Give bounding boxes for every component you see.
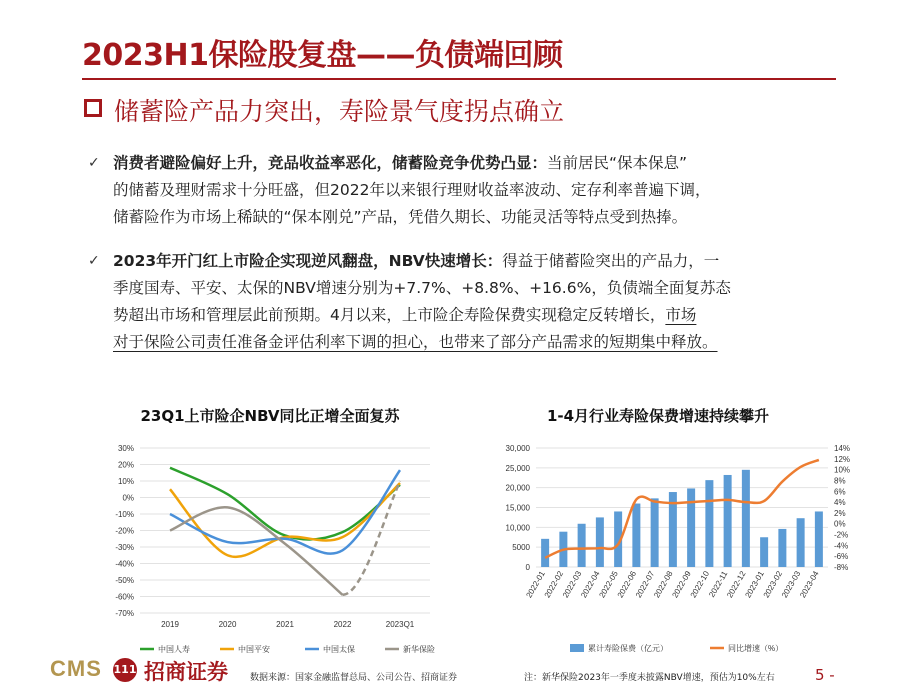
premium-bar <box>778 529 786 567</box>
premium-bar <box>596 517 604 567</box>
premium-bar <box>687 488 695 567</box>
x-tick-label: 2022-08 <box>652 569 675 600</box>
y-right-tick-label: 4% <box>834 498 846 508</box>
x-tick-label: 2022-10 <box>688 569 712 600</box>
premium-bar <box>815 511 823 567</box>
legend-label: 累计寿险保费（亿元） <box>588 644 668 653</box>
x-tick-label: 2023-03 <box>779 569 803 600</box>
legend-label: 中国平安 <box>238 645 270 654</box>
bullet-2-line-1: 得益于储蓄险突出的产品力，一 <box>502 252 720 270</box>
y-tick-label: 0% <box>122 493 134 503</box>
x-tick-label: 2022-02 <box>542 569 566 600</box>
legend-label: 新华保险 <box>403 645 435 654</box>
logo-cn: 招商证券 <box>144 660 228 684</box>
premium-bar <box>797 518 805 567</box>
bullet-1-lead: 消费者避险偏好上升，竞品收益率恶化，储蓄险竞争优势凸显： <box>113 154 548 172</box>
x-tick-label: 2023-04 <box>798 569 821 600</box>
y-tick-label: 10% <box>117 477 134 486</box>
growth-line <box>545 460 819 558</box>
x-tick-label: 2023-02 <box>761 569 785 600</box>
legend-swatch <box>570 644 584 652</box>
y-right-tick-label: 2% <box>834 508 846 518</box>
premium-bar-line-chart <box>488 430 868 660</box>
page-title: 2023H1保险股复盘——负债端回顾 <box>82 38 563 73</box>
premium-bar <box>632 504 640 567</box>
premium-bar <box>724 475 732 567</box>
x-tick-label: 2022-07 <box>633 569 657 600</box>
y-left-tick-label: 30,000 <box>505 444 530 453</box>
y-right-tick-label: 14% <box>834 444 851 453</box>
bullet-2-line-3: 势超出市场和管理层此前预期。4月以来，上市险企寿险保费实现稳定反转增长， <box>113 306 666 324</box>
y-tick-label: -30% <box>115 543 134 552</box>
series-line <box>170 468 400 540</box>
data-source: 数据来源：国家金融监督总局、公司公告、招商证券 <box>250 673 458 683</box>
bullet-2-line-4: 对于保险公司责任准备金评估利率下调的担心，也带来了部分产品需求的短期集中释放。 <box>113 333 718 351</box>
y-tick-label: -70% <box>115 609 134 618</box>
y-left-tick-label: 15,000 <box>505 503 530 513</box>
x-tick-label: 2022 <box>333 620 352 629</box>
x-tick-label: 2022-06 <box>615 569 639 600</box>
bullet-1-line-3: 储蓄险作为市场上稀缺的“保本刚兑”产品，凭借久期长、功能灵活等特点受到热捧。 <box>113 208 688 226</box>
bullet-1-line-2: 的储蓄及理财需求十分旺盛，但2022年以来银行理财收益率波动、定存利率普遍下调， <box>113 181 711 199</box>
legend-label: 中国太保 <box>323 645 355 654</box>
bullet-2-line-2: 季度国寿、平安、太保的NBV增速分别为+7.7%、+8.8%、+16.6%，负债端全面复苏态 <box>113 279 731 297</box>
x-tick-label: 2020 <box>218 620 237 629</box>
y-left-tick-label: 20,000 <box>505 483 530 493</box>
y-tick-label: -10% <box>115 510 134 519</box>
premium-bar <box>651 498 659 567</box>
premium-bar <box>760 537 768 567</box>
bullet-2-lead: 2023年开门红上市险企实现逆风翻盘，NBV快速增长： <box>113 252 503 270</box>
y-right-tick-label: -2% <box>834 530 849 540</box>
y-tick-label: -60% <box>115 592 134 602</box>
nbv-growth-line-chart <box>100 430 450 660</box>
bullet-2-line-3-underlined: 市场 <box>665 306 697 324</box>
premium-bar <box>578 524 586 567</box>
x-tick-label: 2022-01 <box>524 569 547 600</box>
x-tick-label: 2022-05 <box>597 569 620 600</box>
y-tick-label: -40% <box>115 559 134 569</box>
chart-2-title: 1-4月行业寿险保费增速持续攀升 <box>546 407 770 425</box>
x-tick-label: 2022-12 <box>725 569 748 600</box>
premium-bar <box>541 539 549 567</box>
y-left-tick-label: 5000 <box>512 543 530 553</box>
y-right-tick-label: 0% <box>834 519 846 529</box>
premium-bar <box>705 480 713 567</box>
x-tick-label: 2022-11 <box>707 569 730 599</box>
legend-label: 同比增速（%） <box>728 644 784 653</box>
x-tick-label: 2022-04 <box>579 569 602 600</box>
y-right-tick-label: 6% <box>834 487 846 497</box>
checkmark-icon: ✓ <box>88 155 100 171</box>
y-tick-label: 20% <box>117 460 134 470</box>
y-left-tick-label: 0 <box>525 563 530 572</box>
y-right-tick-label: 8% <box>834 476 846 486</box>
series-line-estimate <box>343 481 401 595</box>
title-divider <box>82 78 836 80</box>
y-tick-label: -50% <box>115 576 134 585</box>
x-tick-label: 2021 <box>276 620 294 629</box>
y-tick-label: 30% <box>117 444 134 453</box>
series-line <box>170 483 400 557</box>
x-tick-label: 2019 <box>161 620 179 629</box>
square-bullet-icon <box>84 99 102 117</box>
y-right-tick-label: 10% <box>834 465 851 475</box>
y-right-tick-label: -6% <box>834 552 849 562</box>
x-tick-label: 2023-01 <box>743 569 766 600</box>
page-number: 5 - <box>815 666 835 684</box>
y-right-tick-label: -8% <box>834 563 849 572</box>
y-left-tick-label: 25,000 <box>505 463 530 473</box>
y-left-tick-label: 10,000 <box>505 523 530 533</box>
footnote: 注：新华保险2023年一季度未披露NBV增速，预估为10%左右 <box>524 673 775 683</box>
logo-emblem-icon: 111 <box>113 658 137 682</box>
x-tick-label: 2023Q1 <box>385 620 415 629</box>
section-subtitle: 储蓄险产品力突出，寿险景气度拐点确立 <box>114 97 565 126</box>
legend-label: 中国人寿 <box>158 645 190 654</box>
checkmark-icon: ✓ <box>88 253 100 269</box>
x-tick-label: 2022-09 <box>670 569 693 600</box>
y-tick-label: -20% <box>115 526 134 536</box>
chart-1-title: 23Q1上市险企NBV同比正增全面复苏 <box>140 407 400 425</box>
premium-bar <box>742 470 750 567</box>
y-right-tick-label: -4% <box>834 541 849 551</box>
x-tick-label: 2022-03 <box>560 569 584 600</box>
logo-en: CMS <box>50 656 102 681</box>
bullet-1-line-1: 当前居民“保本保息” <box>547 154 688 172</box>
y-right-tick-label: 12% <box>834 454 851 464</box>
